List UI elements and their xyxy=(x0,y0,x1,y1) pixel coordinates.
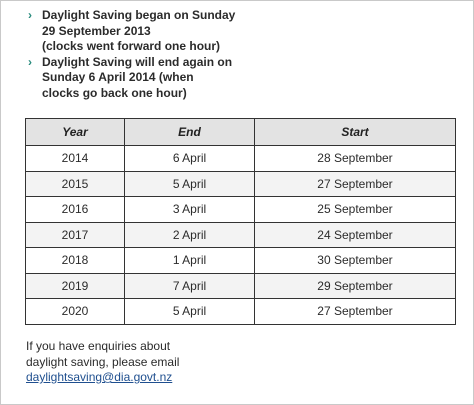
chevron-right-icon: › xyxy=(28,54,32,69)
cell-end: 7 April xyxy=(125,273,255,299)
cell-end: 5 April xyxy=(125,299,255,325)
cell-year: 2014 xyxy=(26,146,125,172)
cell-year: 2018 xyxy=(26,248,125,274)
cell-start: 28 September xyxy=(255,146,456,172)
footer-line: If you have enquiries about xyxy=(26,339,171,353)
bullet-item-began xyxy=(26,8,286,55)
table-row xyxy=(26,299,456,325)
table-row xyxy=(26,171,456,197)
bullet-line: Daylight Saving began on Sunday xyxy=(42,8,236,22)
cell-end: 2 April xyxy=(125,222,255,248)
footer-line: daylight saving, please email xyxy=(26,354,180,369)
cell-end: 6 April xyxy=(125,146,255,172)
header-end: End xyxy=(125,119,255,146)
table-row xyxy=(26,248,456,274)
table-row xyxy=(26,146,456,172)
cell-end: 3 April xyxy=(125,197,255,223)
cell-start: 29 September xyxy=(255,273,456,299)
bullet-line: Daylight Saving will end again on xyxy=(42,54,233,69)
chevron-right-icon: › xyxy=(28,8,32,22)
cell-year: 2020 xyxy=(26,299,125,325)
table-row xyxy=(26,273,456,299)
cell-end: 5 April xyxy=(125,171,255,197)
cell-year: 2015 xyxy=(26,171,125,197)
cell-end: 1 April xyxy=(125,248,255,274)
cell-start: 25 September xyxy=(255,197,456,223)
cell-year: 2016 xyxy=(26,197,125,223)
enquiries-note xyxy=(26,339,286,386)
header-start: Start xyxy=(255,119,456,146)
bullet-line: Sunday 6 April 2014 (when xyxy=(42,70,194,84)
cell-start: 24 September xyxy=(255,222,456,248)
bullet-line: 29 September 2013 xyxy=(42,23,151,38)
cell-year: 2017 xyxy=(26,222,125,248)
cell-start: 30 September xyxy=(255,248,456,274)
cell-year: 2019 xyxy=(26,273,125,299)
bullet-line: (clocks went forward one hour) xyxy=(42,39,221,53)
bullet-item-end xyxy=(26,55,286,102)
email-link[interactable]: daylightsaving@dia.govt.nz xyxy=(26,370,173,384)
table-row xyxy=(26,197,456,223)
bullet-list xyxy=(26,8,286,101)
table-header-row xyxy=(26,119,456,146)
cell-start: 27 September xyxy=(255,299,456,325)
bullet-line: clocks go back one hour) xyxy=(42,85,187,100)
cell-start: 27 September xyxy=(255,171,456,197)
header-year: Year xyxy=(26,119,125,146)
daylight-saving-table xyxy=(25,118,456,325)
table-row xyxy=(26,222,456,248)
